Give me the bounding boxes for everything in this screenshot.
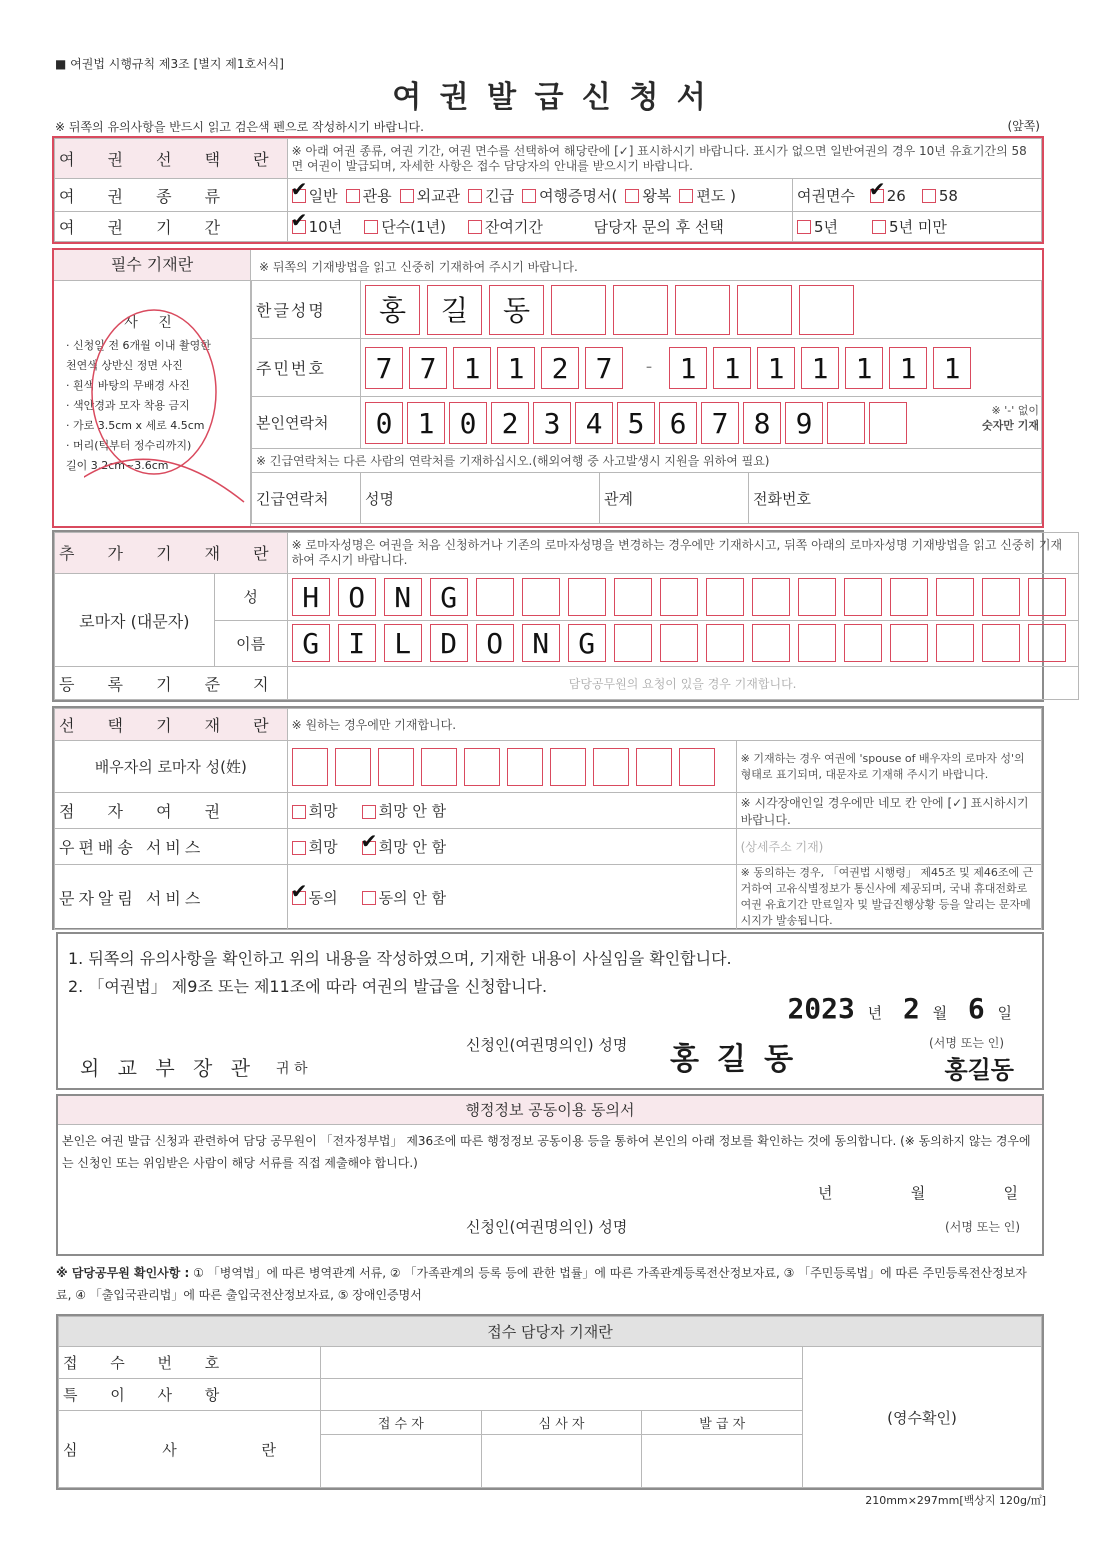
consent-section bbox=[56, 1094, 1044, 1256]
given-name-input[interactable] bbox=[287, 620, 1078, 667]
phone-label: 본인연락처 bbox=[252, 397, 361, 449]
char-box[interactable]: 5 bbox=[617, 402, 655, 444]
passport-pages-cell bbox=[793, 179, 1042, 211]
registry-input[interactable]: 담당공무원의 요청이 있을 경우 기재합니다. bbox=[287, 667, 1078, 700]
char-box[interactable]: 9 bbox=[785, 402, 823, 444]
char-box[interactable]: 7 bbox=[409, 347, 447, 389]
photo-area bbox=[54, 280, 250, 526]
checkbox-checked[interactable] bbox=[870, 189, 884, 203]
char-box[interactable] bbox=[292, 748, 328, 786]
official-check bbox=[56, 1262, 1040, 1306]
char-box[interactable]: 1 bbox=[845, 347, 883, 389]
char-box[interactable]: 8 bbox=[743, 402, 781, 444]
char-box[interactable] bbox=[798, 624, 836, 662]
checkbox[interactable] bbox=[364, 220, 378, 234]
char-box[interactable]: 1 bbox=[889, 347, 927, 389]
photo-guideline: · 신청일 전 6개월 이내 촬영한 bbox=[66, 339, 211, 352]
passport-type-label: 여 권 종 류 bbox=[55, 179, 288, 211]
rrn-front-boxes bbox=[365, 351, 629, 385]
official-check-label: ※ 담당공무원 확인사항 : bbox=[56, 1266, 190, 1280]
declaration-section bbox=[56, 932, 1044, 1090]
char-box[interactable]: D bbox=[430, 624, 468, 662]
checkbox[interactable] bbox=[625, 189, 639, 203]
col-reviewer: 심 사 자 bbox=[481, 1411, 642, 1435]
braille-options bbox=[287, 793, 736, 829]
col-issuer: 발 급 자 bbox=[642, 1411, 803, 1435]
checkbox[interactable] bbox=[468, 220, 482, 234]
checkbox-option[interactable] bbox=[468, 187, 514, 205]
char-box[interactable] bbox=[507, 748, 543, 786]
photo-guideline: 천연색 상반신 정면 사진 bbox=[66, 359, 183, 372]
char-box[interactable]: 홍 bbox=[365, 285, 420, 335]
col-receiver: 접 수 자 bbox=[321, 1411, 482, 1435]
char-box[interactable]: O bbox=[476, 624, 514, 662]
day-value[interactable]: 6 bbox=[967, 992, 985, 1025]
office-title: 접수 담당자 기재란 bbox=[59, 1317, 1042, 1347]
receipt-number-field[interactable] bbox=[321, 1347, 803, 1379]
postal-address-input[interactable]: (상세주소 기재) bbox=[736, 829, 1041, 865]
passport-select-section bbox=[52, 136, 1044, 244]
char-box[interactable]: 3 bbox=[533, 402, 571, 444]
name-label: 한글성명 bbox=[252, 281, 361, 339]
checkbox-label: 관용 bbox=[362, 186, 392, 205]
checkbox[interactable] bbox=[522, 189, 536, 203]
char-box[interactable] bbox=[476, 578, 514, 616]
declaration-line2: 2. 「여권법」 제9조 또는 제11조에 따라 여권의 발급을 신청합니다. bbox=[68, 977, 548, 996]
checkbox-label: 동의 안 함 bbox=[378, 888, 447, 907]
checkbox-checked[interactable] bbox=[292, 189, 306, 203]
char-box[interactable] bbox=[706, 624, 744, 662]
emergency-relation[interactable]: 관계 bbox=[600, 473, 749, 523]
char-box[interactable] bbox=[1028, 578, 1066, 616]
optional-section bbox=[52, 706, 1044, 930]
char-box[interactable] bbox=[737, 285, 792, 335]
surname-input[interactable] bbox=[287, 573, 1078, 620]
char-box[interactable] bbox=[752, 624, 790, 662]
spouse-label: 배우자의 로마자 성(姓) bbox=[55, 741, 288, 793]
declaration-line1: 1. 뒤쪽의 유의사항을 확인하고 위의 내용을 작성하였으며, 기재한 내용이 사실임을 확인합니다. bbox=[68, 949, 732, 968]
declaration-date bbox=[787, 992, 1012, 1025]
photo-guideline: · 흰색 바탕의 무배경 사진 bbox=[66, 379, 190, 392]
inquiry-options-cell bbox=[793, 211, 1042, 241]
required-section bbox=[52, 248, 1044, 528]
given-name-label: 이름 bbox=[214, 620, 287, 667]
emergency-fields[interactable] bbox=[361, 473, 1042, 524]
char-box[interactable] bbox=[551, 285, 606, 335]
checkbox-label: 58 bbox=[938, 186, 958, 205]
passport-period-options bbox=[287, 211, 792, 241]
checkbox-label: 희망 안 함 bbox=[378, 838, 447, 856]
checkbox-option[interactable] bbox=[362, 802, 447, 820]
passport-pages-label: 여권면수 bbox=[797, 186, 855, 205]
phone-boxes bbox=[365, 406, 911, 440]
char-box[interactable]: 2 bbox=[541, 347, 579, 389]
inquiry-checkboxes bbox=[797, 218, 981, 236]
photo-title: 사 진 bbox=[124, 315, 180, 331]
char-box[interactable]: L bbox=[384, 624, 422, 662]
char-box[interactable] bbox=[660, 578, 698, 616]
issuer-field[interactable] bbox=[642, 1435, 803, 1488]
char-box[interactable] bbox=[335, 748, 371, 786]
applicant-name[interactable]: 홍 길 동 bbox=[670, 1042, 794, 1077]
braille-label: 점 자 여 권 bbox=[55, 793, 288, 829]
char-box[interactable] bbox=[522, 578, 560, 616]
checkbox[interactable] bbox=[872, 220, 886, 234]
sms-note: ※ 동의하는 경우, 「여권법 시행령」 제45조 및 제46조에 근거하여 고유식별정보가 통신사에 제공되며, 국내 휴대전화로 여권 유효기간 만료일자 및 발급진행상황 등을 알리는 문자메시지가 발송됩니다. bbox=[736, 865, 1041, 930]
checkbox-label: 일반 bbox=[308, 186, 338, 205]
char-box[interactable] bbox=[660, 624, 698, 662]
checkbox[interactable] bbox=[797, 220, 811, 234]
spouse-input[interactable] bbox=[287, 741, 736, 793]
checkbox-option[interactable] bbox=[292, 802, 338, 820]
consent-month-unit: 월 bbox=[910, 1184, 926, 1202]
char-box[interactable]: 1 bbox=[669, 347, 707, 389]
braille-note: ※ 시각장애인일 경우에만 네모 칸 안에 [✓] 표시하시기 바랍니다. bbox=[736, 793, 1041, 829]
char-box[interactable] bbox=[593, 748, 629, 786]
char-box[interactable] bbox=[799, 285, 854, 335]
receiver-field[interactable] bbox=[321, 1435, 482, 1488]
remarks-field[interactable] bbox=[321, 1379, 803, 1411]
char-box[interactable]: N bbox=[384, 578, 422, 616]
char-box[interactable]: 0 bbox=[365, 402, 403, 444]
char-box[interactable]: 1 bbox=[933, 347, 971, 389]
receipt-confirm: (영수확인) bbox=[803, 1347, 1042, 1488]
char-box[interactable]: G bbox=[430, 578, 468, 616]
passport-period-label: 여 권 기 간 bbox=[55, 211, 288, 241]
postal-options bbox=[287, 829, 736, 865]
checkbox-option[interactable] bbox=[625, 187, 671, 205]
char-box[interactable] bbox=[752, 578, 790, 616]
passport-type-options bbox=[287, 179, 792, 211]
spouse-note: ※ 기재하는 경우 여권에 'spouse of 배우자의 로마자 성'의 형태로 표기되며, 대문자로 기재해 주시기 바랍니다. bbox=[736, 741, 1041, 793]
char-box[interactable] bbox=[869, 402, 907, 444]
passport-select-note: ※ 아래 여권 종류, 여권 기간, 여권 면수를 선택하여 해당란에 [✓] 표시하시기 바랍니다. 표시가 없으면 일반여권의 경우 10년 유효기간의 58면 여권이 발급되며, 자세한 사항은 접수 담당자의 안내를 받으시기 바랍니다. bbox=[287, 139, 1041, 179]
rrn-input[interactable] bbox=[361, 339, 1042, 397]
char-box[interactable]: 1 bbox=[407, 402, 445, 444]
char-box[interactable]: 1 bbox=[713, 347, 751, 389]
checkbox-label: 희망 안 함 bbox=[378, 802, 447, 820]
char-box[interactable] bbox=[982, 578, 1020, 616]
checkbox-checked[interactable] bbox=[362, 841, 376, 855]
char-box[interactable]: 0 bbox=[449, 402, 487, 444]
checkbox-option[interactable] bbox=[922, 187, 958, 205]
rrn-back-boxes bbox=[669, 351, 977, 385]
char-box[interactable] bbox=[679, 748, 715, 786]
consent-date bbox=[818, 1182, 1018, 1203]
char-box[interactable] bbox=[1028, 624, 1066, 662]
checkbox[interactable] bbox=[292, 841, 306, 855]
photo-circle-mark bbox=[84, 302, 254, 522]
sms-options bbox=[287, 865, 736, 930]
checkbox-label: 편도 ) bbox=[696, 186, 736, 205]
char-box[interactable] bbox=[706, 578, 744, 616]
phone-note bbox=[982, 403, 1039, 433]
sms-label: 문자알림 서비스 bbox=[55, 865, 288, 930]
page-side-label: (앞쪽) bbox=[1007, 119, 1040, 133]
checkbox[interactable] bbox=[292, 805, 306, 819]
char-box[interactable]: G bbox=[568, 624, 606, 662]
inquiry-label: 담당자 문의 후 선택 bbox=[593, 217, 724, 236]
passport-period-checkboxes bbox=[292, 218, 565, 236]
phone-note-line2: 숫자만 기재 bbox=[982, 419, 1039, 432]
char-box[interactable] bbox=[936, 578, 974, 616]
checkbox-label: 외교관 bbox=[416, 186, 461, 205]
checkbox[interactable] bbox=[346, 189, 360, 203]
optional-note: ※ 원하는 경우에만 기재합니다. bbox=[287, 709, 1041, 741]
char-box[interactable]: 4 bbox=[575, 402, 613, 444]
char-box[interactable]: 1 bbox=[801, 347, 839, 389]
emergency-label: 긴급연락처 bbox=[252, 473, 361, 524]
additional-note: ※ 로마자성명은 여권을 처음 신청하거나 기존의 로마자성명을 변경하는 경우에만 기재하시고, 뒤쪽 아래의 로마자성명 기재방법을 읽고 신중히 기재하여 주시기 바랍니다. bbox=[287, 533, 1078, 574]
char-box[interactable]: N bbox=[522, 624, 560, 662]
checkbox-label: 단수(1년) bbox=[381, 217, 446, 236]
checkbox-option[interactable] bbox=[522, 187, 617, 205]
checkbox-label: 여행증명서( bbox=[539, 186, 618, 205]
checkbox-label: 5년 bbox=[814, 217, 839, 236]
char-box[interactable] bbox=[636, 748, 672, 786]
photo-guideline: · 색안경과 모자 착용 금지 bbox=[66, 399, 190, 412]
checkbox-checked[interactable] bbox=[292, 220, 306, 234]
applicant-label: 신청인(여권명의인) 성명 bbox=[466, 1036, 628, 1054]
char-box[interactable] bbox=[936, 624, 974, 662]
consent-day-unit: 일 bbox=[1003, 1184, 1018, 1202]
checkbox-checked[interactable] bbox=[292, 891, 306, 905]
surname-label: 성 bbox=[214, 573, 287, 620]
checkbox-label: 10년 bbox=[308, 217, 343, 236]
additional-section bbox=[52, 530, 1063, 702]
reviewer-field[interactable] bbox=[481, 1435, 642, 1488]
char-box[interactable]: 7 bbox=[585, 347, 623, 389]
checkbox-label: 26 bbox=[886, 186, 906, 205]
char-box[interactable] bbox=[798, 578, 836, 616]
checkbox[interactable] bbox=[362, 891, 376, 905]
checkbox-option[interactable] bbox=[362, 889, 447, 907]
char-box[interactable]: I bbox=[338, 624, 376, 662]
char-box[interactable]: 6 bbox=[659, 402, 697, 444]
receipt-number-label: 접 수 번 호 bbox=[59, 1347, 321, 1379]
registry-label: 등 록 기 준 지 bbox=[55, 667, 288, 700]
char-box[interactable] bbox=[675, 285, 730, 335]
year-value[interactable]: 2023 bbox=[787, 992, 855, 1025]
consent-title: 행정정보 공동이용 동의서 bbox=[58, 1096, 1042, 1125]
paper-spec: 210mm×297mm[백상지 120g/㎡] bbox=[865, 1494, 1046, 1507]
form-reference: ■ 여권법 시행규칙 제3조 [별지 제1호서식] bbox=[55, 57, 284, 71]
char-box[interactable]: 2 bbox=[491, 402, 529, 444]
char-box[interactable] bbox=[844, 624, 882, 662]
char-box[interactable] bbox=[378, 748, 414, 786]
char-box[interactable] bbox=[844, 578, 882, 616]
emergency-note: ※ 긴급연락처는 다른 사람의 연락처를 기재하십시오.(해외여행 중 사고발생시 지원을 위하여 필요) bbox=[252, 449, 1042, 473]
day-unit: 일 bbox=[997, 1004, 1012, 1022]
checkbox-option[interactable] bbox=[468, 218, 543, 236]
optional-section-label: 선 택 기 재 란 bbox=[55, 709, 288, 741]
char-box[interactable]: 7 bbox=[701, 402, 739, 444]
char-box[interactable] bbox=[982, 624, 1020, 662]
checkbox-label: 5년 미만 bbox=[889, 217, 947, 236]
official-check-text: ① 「병역법」에 따른 병역관계 서류, ② 「가족관계의 등록 등에 관한 법률」에 따른 가족관계등록전산정보자료, ③ 「주민등록법」에 따른 주민등록전산정보자료, ④ 「출입국관리법」에 따른 출입국전산정보자료, ⑤ 장애인증명서 bbox=[56, 1266, 1027, 1302]
char-box[interactable]: 길 bbox=[427, 285, 482, 335]
consent-applicant-label: 신청인(여권명의인) 성명 bbox=[466, 1218, 628, 1236]
char-box[interactable]: H bbox=[292, 578, 330, 616]
rrn-label: 주민번호 bbox=[252, 339, 361, 397]
checkbox-option[interactable] bbox=[292, 187, 338, 205]
postal-label: 우편배송 서비스 bbox=[55, 829, 288, 865]
char-box[interactable] bbox=[613, 285, 668, 335]
sign-hint: (서명 또는 인) bbox=[929, 1036, 1004, 1050]
phone-note-line1: ※ '-' 없이 bbox=[991, 404, 1039, 417]
passport-pages-checkboxes bbox=[870, 187, 974, 205]
checkbox-label: 잔여기간 bbox=[484, 217, 543, 236]
emergency-phone[interactable]: 전화번호 bbox=[753, 489, 811, 508]
checkbox-option[interactable] bbox=[292, 218, 343, 236]
checkbox[interactable] bbox=[400, 189, 414, 203]
char-box[interactable] bbox=[614, 624, 652, 662]
checkbox-option[interactable] bbox=[362, 838, 447, 856]
checkbox-option[interactable] bbox=[346, 187, 392, 205]
review-label: 심 사 란 bbox=[59, 1411, 321, 1488]
photo-guideline: 길이 3.2cm~3.6cm bbox=[66, 459, 169, 472]
checkbox[interactable] bbox=[362, 805, 376, 819]
phone-input[interactable] bbox=[361, 397, 1042, 449]
checkbox-label: 희망 bbox=[308, 838, 338, 856]
checkbox-option[interactable] bbox=[870, 187, 906, 205]
recipient-name: 외 교 부 장 관 bbox=[80, 1056, 257, 1080]
page-title: 여 권 발 급 신 청 서 bbox=[392, 80, 710, 115]
month-unit: 월 bbox=[932, 1004, 948, 1022]
char-box[interactable] bbox=[464, 748, 500, 786]
consent-sign-hint: (서명 또는 인) bbox=[945, 1220, 1020, 1234]
char-box[interactable]: G bbox=[292, 624, 330, 662]
office-section bbox=[56, 1314, 1044, 1490]
photo-guideline: · 가로 3.5cm x 세로 4.5cm bbox=[66, 419, 205, 432]
char-box[interactable]: 동 bbox=[489, 285, 544, 335]
name-input[interactable] bbox=[361, 281, 1042, 339]
checkbox-option[interactable] bbox=[292, 889, 338, 907]
passport-type-checkboxes bbox=[292, 187, 744, 205]
checkbox[interactable] bbox=[922, 189, 936, 203]
checkbox[interactable] bbox=[679, 189, 693, 203]
checkbox-label: 긴급 bbox=[485, 186, 515, 205]
checkbox-option[interactable] bbox=[364, 218, 446, 236]
roman-label: 로마자 (대문자) bbox=[55, 573, 215, 667]
rrn-separator: - bbox=[645, 356, 653, 377]
consent-body: 본인은 여권 발급 신청과 관련하여 담당 공무원이 「전자정부법」 제36조에 따른 행정정보 공동이용 등을 통하여 본인의 아래 정보를 확인하는 것에 동의합니다. (※ 동의하지 않는 경우에는 신청인 또는 위임받은 사람이 해당 서류를 직접 제출해야 합니다.) bbox=[62, 1134, 1031, 1170]
checkbox-option[interactable] bbox=[797, 218, 838, 236]
photo-guideline: · 머리(턱부터 정수리까지) bbox=[66, 439, 192, 452]
required-section-label: 필수 기재란 bbox=[54, 250, 251, 281]
char-box[interactable]: 1 bbox=[453, 347, 491, 389]
char-box[interactable] bbox=[827, 402, 865, 444]
char-box[interactable] bbox=[421, 748, 457, 786]
checkbox-option[interactable] bbox=[872, 218, 947, 236]
passport-select-label: 여 권 선 택 란 bbox=[55, 139, 288, 179]
checkbox[interactable] bbox=[468, 189, 482, 203]
char-box[interactable]: 1 bbox=[757, 347, 795, 389]
consent-year-unit: 년 bbox=[818, 1184, 833, 1202]
checkbox-label: 희망 bbox=[308, 802, 338, 820]
additional-section-label: 추 가 기 재 란 bbox=[55, 533, 288, 574]
char-box[interactable] bbox=[890, 578, 928, 616]
char-box[interactable]: O bbox=[338, 578, 376, 616]
checkbox-label: 동의 bbox=[308, 888, 338, 907]
char-box[interactable] bbox=[568, 578, 606, 616]
char-box[interactable]: 1 bbox=[497, 347, 535, 389]
checkbox-option[interactable] bbox=[679, 187, 736, 205]
recipient-suffix: 귀 하 bbox=[276, 1061, 308, 1077]
year-unit: 년 bbox=[867, 1004, 883, 1022]
char-box[interactable] bbox=[890, 624, 928, 662]
required-note: ※ 뒤쪽의 기재방법을 읽고 신중히 기재하여 주시기 바랍니다. bbox=[259, 260, 578, 274]
char-box[interactable] bbox=[614, 578, 652, 616]
month-value[interactable]: 2 bbox=[902, 992, 920, 1025]
char-box[interactable] bbox=[550, 748, 586, 786]
checkbox-option[interactable] bbox=[400, 187, 460, 205]
instruction-text: ※ 뒤쪽의 유의사항을 반드시 읽고 검은색 펜으로 작성하시기 바랍니다. bbox=[55, 120, 424, 134]
emergency-name[interactable]: 성명 bbox=[361, 473, 600, 523]
checkbox-option[interactable] bbox=[292, 838, 338, 856]
char-box[interactable]: 7 bbox=[365, 347, 403, 389]
signature[interactable]: 홍길동 bbox=[944, 1056, 1014, 1084]
checkbox-label: 왕복 bbox=[642, 186, 672, 205]
remarks-label: 특 이 사 항 bbox=[59, 1379, 321, 1411]
